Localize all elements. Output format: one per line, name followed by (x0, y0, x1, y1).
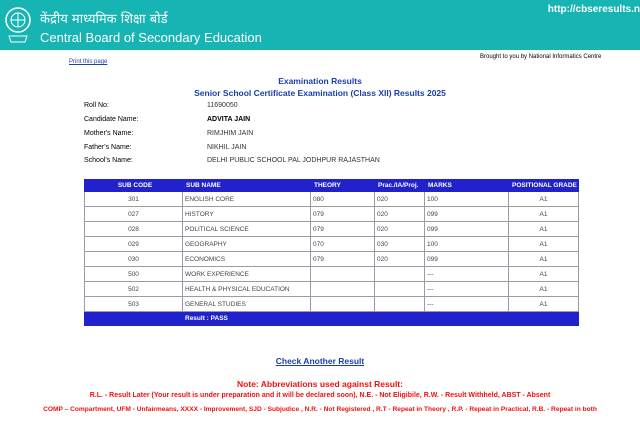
theory-cell: 079 (311, 252, 375, 267)
theory-cell: 080 (311, 192, 375, 207)
sub-code-cell: 301 (85, 192, 183, 207)
father-name-value: NIKHIL JAIN (207, 144, 247, 151)
marks-cell: --- (425, 297, 509, 312)
theory-cell: 070 (311, 237, 375, 252)
site-url[interactable]: http://cbseresults.n (547, 4, 640, 15)
sub-name-cell: GENERAL STUDIES (183, 297, 311, 312)
marks-cell: --- (425, 267, 509, 282)
marks-table (84, 179, 579, 326)
sub-name-cell: GEOGRAPHY (183, 237, 311, 252)
sub-code-cell: 027 (85, 207, 183, 222)
marks-cell: 099 (425, 252, 509, 267)
table-row (85, 222, 579, 237)
board-title: Central Board of Secondary Education (40, 30, 262, 45)
practical-cell (375, 282, 425, 297)
candidate-name-label: Candidate Name: (84, 116, 139, 123)
table-row (85, 267, 579, 282)
grade-header: POSITIONAL GRADE (509, 180, 579, 192)
grade-cell: A1 (509, 252, 579, 267)
grade-cell: A1 (509, 237, 579, 252)
practical-cell: 020 (375, 252, 425, 267)
marks-cell: --- (425, 282, 509, 297)
theory-cell (311, 282, 375, 297)
result-cell (183, 312, 579, 326)
theory-cell (311, 297, 375, 312)
table-header-row (85, 180, 579, 192)
practical-cell: 020 (375, 207, 425, 222)
table-row (85, 207, 579, 222)
result-row (85, 312, 579, 326)
practical-cell: 030 (375, 237, 425, 252)
print-page-link[interactable]: Print this page (69, 59, 108, 65)
results-subtitle: Senior School Certificate Examination (Class XII) Results 2025 (194, 88, 446, 98)
sub-code-header: SUB CODE (85, 180, 183, 192)
sub-name-cell: POLITICAL SCIENCE (183, 222, 311, 237)
grade-cell: A1 (509, 282, 579, 297)
marks-cell: 099 (425, 222, 509, 237)
table-row (85, 282, 579, 297)
abbreviations-line-2: COMP – Compartment, UFM - Unfairmeans, XXXX - Improvement, SJD - Subjudice , N.R. - Not Registered , R.T - Repeat in Theory , R.P. - Repeat in Practical, R.B. - Repeat in both (43, 406, 597, 413)
mother-name-label: Mother's Name: (84, 130, 134, 137)
sub-name-cell: WORK EXPERIENCE (183, 267, 311, 282)
table-row (85, 252, 579, 267)
hindi-board-title: केंद्रीय माध्यमिक शिक्षा बोर्ड (40, 12, 168, 27)
roll-no-value: 11690050 (207, 102, 238, 109)
father-name-label: Father's Name: (84, 144, 132, 151)
mother-name-value: RIMJHIM JAIN (207, 130, 254, 137)
marks-cell: 099 (425, 207, 509, 222)
result-value: PASS (210, 315, 228, 322)
theory-cell: 079 (311, 207, 375, 222)
candidate-name-value: ADVITA JAIN (207, 116, 251, 123)
result-label: Result : (185, 315, 209, 322)
site-header (0, 0, 640, 50)
marks-cell: 100 (425, 237, 509, 252)
grade-cell: A1 (509, 297, 579, 312)
table-row (85, 237, 579, 252)
sub-name-header: SUB NAME (183, 180, 311, 192)
grade-cell: A1 (509, 207, 579, 222)
sub-code-cell: 503 (85, 297, 183, 312)
grade-cell: A1 (509, 267, 579, 282)
sub-code-cell: 029 (85, 237, 183, 252)
sub-name-cell: ECONOMICS (183, 252, 311, 267)
sub-name-cell: HEALTH & PHYSICAL EDUCATION (183, 282, 311, 297)
marks-cell: 100 (425, 192, 509, 207)
theory-cell (311, 267, 375, 282)
abbreviations-heading: Note: Abbreviations used against Result: (237, 379, 403, 389)
practical-header: Prac./IA/Proj. (375, 180, 425, 192)
table-row (85, 297, 579, 312)
sub-code-cell: 030 (85, 252, 183, 267)
practical-cell: 020 (375, 192, 425, 207)
school-name-label: School's Name: (84, 157, 133, 164)
sub-code-cell: 028 (85, 222, 183, 237)
result-spacer (85, 312, 183, 326)
school-name-value: DELHI PUBLIC SCHOOL PAL JODHPUR RAJASTHAN (207, 157, 380, 164)
sub-name-cell: ENGLISH CORE (183, 192, 311, 207)
grade-cell: A1 (509, 192, 579, 207)
grade-cell: A1 (509, 222, 579, 237)
sub-code-cell: 500 (85, 267, 183, 282)
practical-cell (375, 297, 425, 312)
results-title: Examination Results (278, 76, 362, 86)
marks-header: MARKS (425, 180, 509, 192)
sub-name-cell: HISTORY (183, 207, 311, 222)
table-row (85, 192, 579, 207)
practical-cell (375, 267, 425, 282)
sub-code-cell: 502 (85, 282, 183, 297)
nic-credit: Brought to you by National Informatics Centre (480, 54, 602, 60)
theory-cell: 079 (311, 222, 375, 237)
check-another-result-link[interactable]: Check Another Result (275, 356, 365, 366)
practical-cell: 020 (375, 222, 425, 237)
cbse-emblem-icon (3, 4, 33, 46)
roll-no-label: Roll No: (84, 102, 109, 109)
abbreviations-line-1: R.L. - Result Later (Your result is under preparation and it will be declared soon), N.E. - Not Eligibile, R.W. - Result Withheld, ABST - Absent (89, 392, 551, 399)
theory-header: THEORY (311, 180, 375, 192)
